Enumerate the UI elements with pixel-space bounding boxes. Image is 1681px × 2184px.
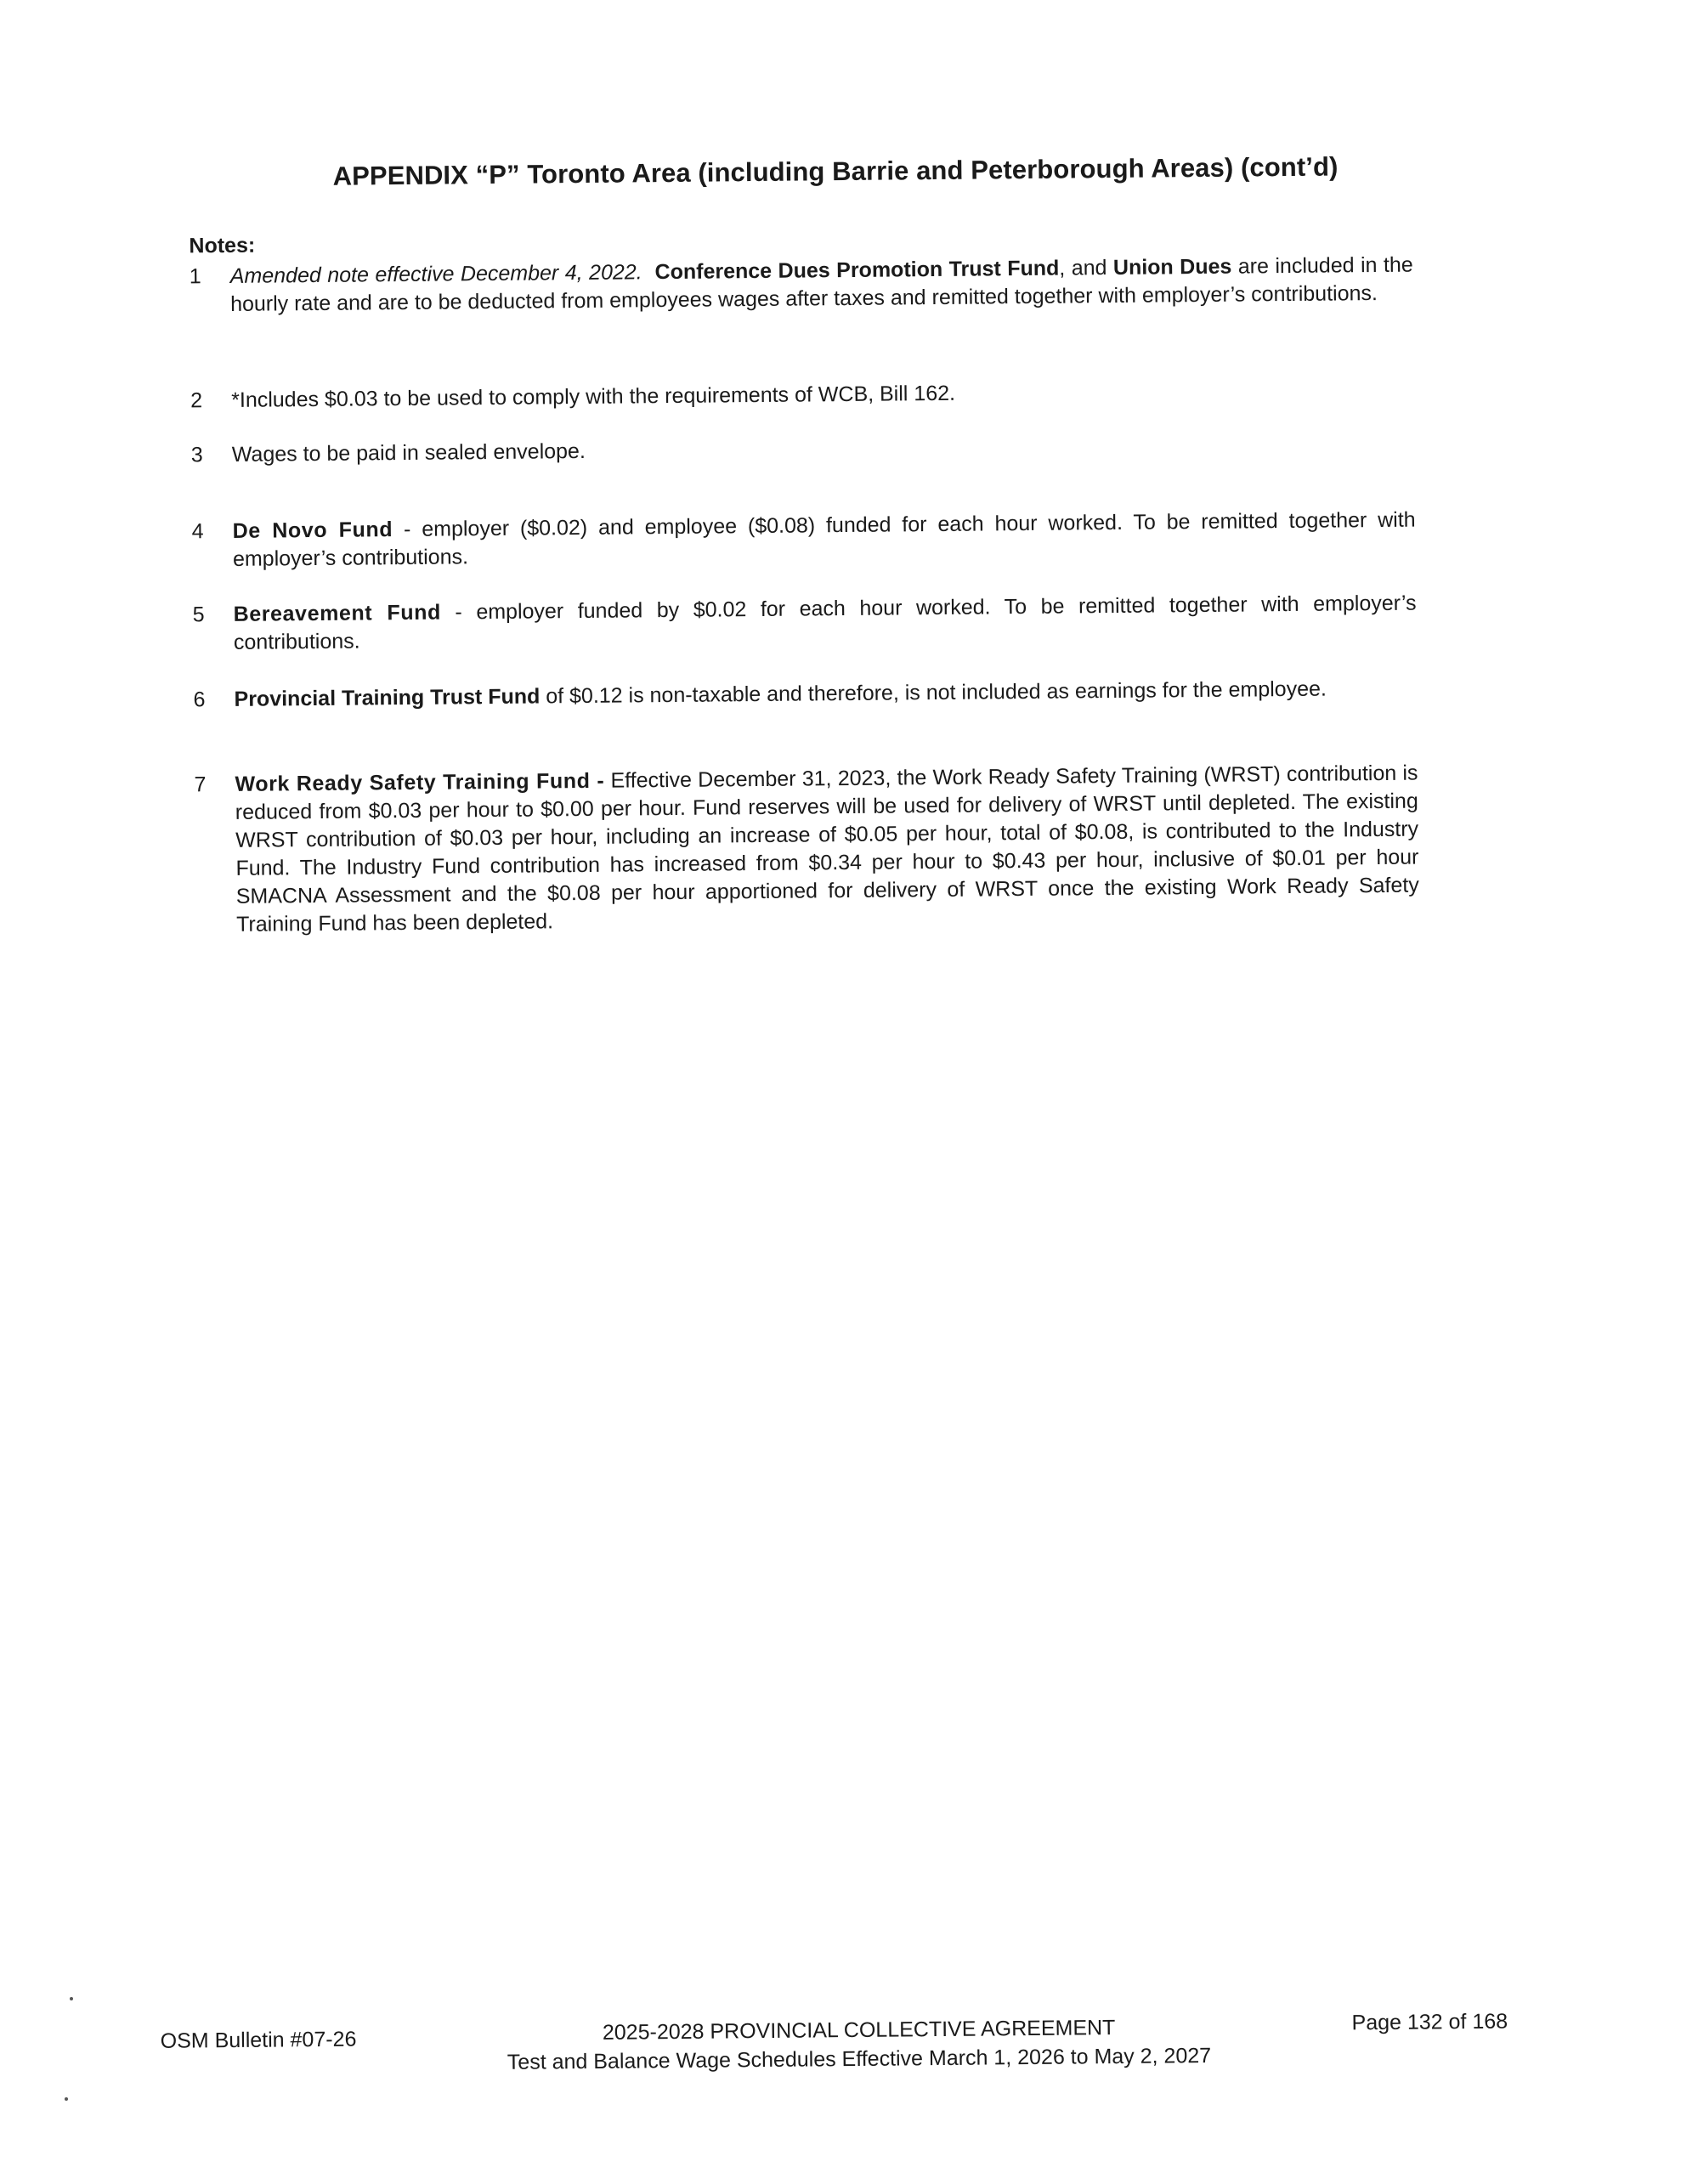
note-number: 2	[190, 388, 203, 413]
note-1-effective-date: Amended note effective December 4, 2022.	[229, 260, 642, 288]
footer-bulletin: OSM Bulletin #07-26	[160, 2027, 357, 2053]
note-number: 5	[192, 603, 205, 627]
note-7-fund-name: Work Ready Safety Training Fund -	[235, 768, 605, 796]
note-3	[191, 430, 1415, 470]
note-4-fund-name: De Novo Fund	[232, 518, 393, 543]
note-number: 4	[191, 519, 204, 544]
note-1-connector: , and	[1059, 255, 1114, 280]
note-5-text: - employer funded by $0.02 for each hour worked. To be remitted together with employer’s contributions.	[233, 591, 1417, 654]
note-6-fund-name: Provincial Training Trust Fund	[234, 684, 541, 711]
note-6	[193, 675, 1417, 715]
notes-heading: Notes:	[189, 233, 256, 258]
note-4	[192, 506, 1417, 574]
note-5-fund-name: Bereavement Fund	[233, 600, 442, 626]
note-4-text: - employer ($0.02) and employee ($0.08) funded for each hour worked. To be remitted together with employer’s contributions.	[232, 507, 1416, 571]
footer-agreement-subtitle: Test and Balance Wage Schedules Effective March 1, 2026 to May 2, 2027	[507, 2043, 1212, 2074]
scan-speck	[70, 1997, 73, 2000]
note-2-text: *Includes $0.03 to be used to comply with the requirements of WCB, Bill 162.	[231, 381, 956, 412]
note-1-fund-name: Conference Dues Promotion Trust Fund	[654, 256, 1060, 285]
note-7-text: Effective December 31, 2023, the Work Ready Safety Training (WRST) contribution is reduced from $0.03 per hour to $0.00 per hour. Fund reserves will be used for delivery of WRST until depleted. The existing WRST contribution of $0.03 per hour, including an increase of $0.05 per hour, total of $0.08, is contributed to the Industry Fund. The Industry Fund contribution has increased from $0.34 per hour to $0.43 per hour, inclusive of $0.01 per hour SMACNA Assessment and the $0.08 per hour apportioned for delivery of WRST once the existing Work Ready Safety Training Fund has been depleted.	[235, 761, 1419, 936]
page-title: APPENDIX “P” Toronto Area (including Barrie and Peterborough Areas) (cont’d)	[332, 151, 1339, 191]
footer-agreement	[468, 2012, 1251, 2078]
note-2	[190, 376, 1414, 416]
note-number: 6	[193, 687, 206, 712]
note-7	[194, 760, 1419, 940]
note-6-text: of $0.12 is non-taxable and therefore, is not included as earnings for the employee.	[540, 676, 1327, 709]
note-5	[192, 590, 1417, 658]
note-number: 3	[190, 443, 203, 467]
footer-page-number: Page 132 of 168	[1351, 2009, 1508, 2035]
note-3-text: Wages to be paid in sealed envelope.	[231, 438, 586, 467]
note-1-text: are included in the hourly rate and are to be deducted from employees wages after taxes and remitted together with employer’s contributions.	[229, 252, 1413, 316]
scan-speck	[65, 2097, 68, 2101]
note-number: 1	[189, 264, 201, 289]
note-1-union-dues: Union Dues	[1112, 254, 1232, 280]
note-number: 7	[194, 772, 207, 797]
footer-agreement-title: 2025-2028 PROVINCIAL COLLECTIVE AGREEMENT	[602, 2016, 1116, 2045]
note-1	[190, 252, 1414, 320]
